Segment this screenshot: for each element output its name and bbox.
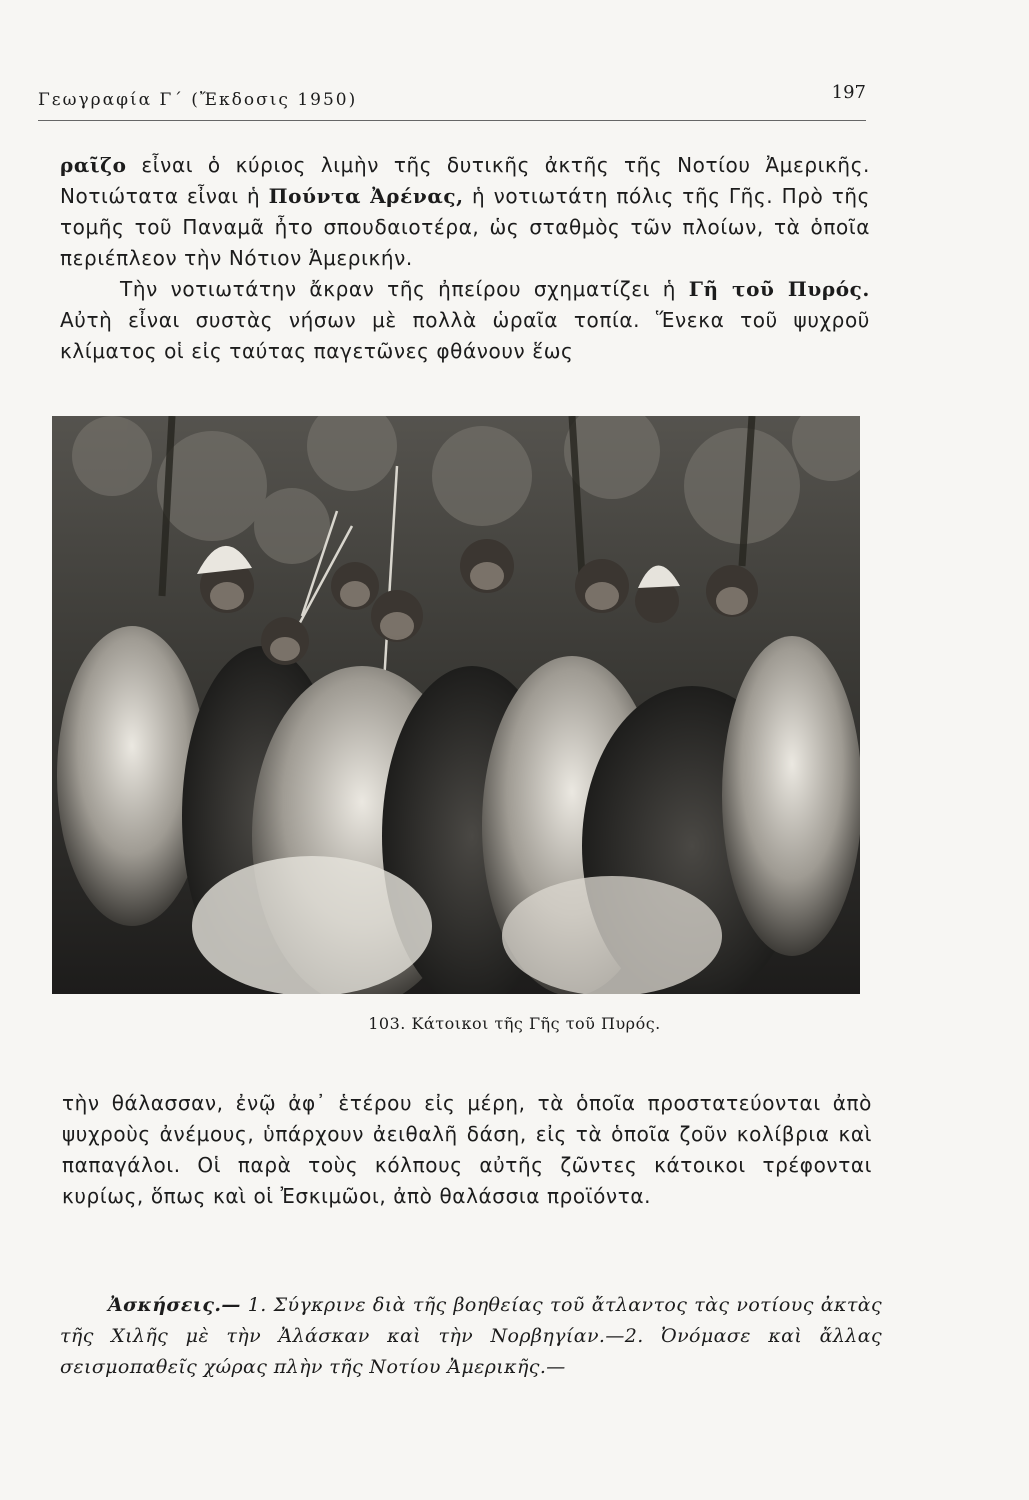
exercises-heading: Ἀσκήσεις.—	[108, 1294, 241, 1316]
exercises-section	[60, 1290, 882, 1383]
paragraph-text: Τὴν νοτιωτάτην ἄκραν τῆς ἠπείρου σχηματίζει ἡ	[120, 277, 689, 301]
photograph-illustration	[52, 416, 860, 994]
paragraph-text: Αὐτὴ εἶναι συστὰς νήσων μὲ πολλὰ ὡραῖα τοπία. Ἕνεκα τοῦ ψυχροῦ κλίματος οἱ εἰς ταύτας παγετῶνες φθάνουν ἕως	[60, 308, 870, 363]
paragraph-text: ἡ νοτιωτάτη πόλις τῆς Γῆς. Πρὸ τῆς τομῆς τοῦ Παναμᾶ ἦτο σπουδαιοτέρα, ὡς σταθμὸς τῶν πλοίων, τὰ ὁποῖα περιέπλεον τὴν Νότιον Ἀμερικήν.	[60, 184, 870, 270]
place-name-bold: Γῆ τοῦ Πυρός.	[688, 277, 870, 301]
page-number: 197	[831, 82, 866, 103]
body-text-bottom: τὴν θάλασσαν, ἐνῷ ἀφ᾿ ἑτέρου εἰς μέρη, τὰ ὁποῖα προστατεύονται ἀπὸ ψυχροὺς ἀνέμους, ὑπάρχουν ἀειθαλῆ δάση, εἰς τὰ ὁποῖα ζοῦν κολίβρια καὶ παπαγάλοι. Οἱ παρὰ τοὺς κόλπους αὐτῆς ζῶντες κάτοικοι τρέφονται κυρίως, ὅπως καὶ οἱ Ἐσκιμῶοι, ἀπὸ θαλάσσια προϊόντα.	[62, 1091, 872, 1208]
exercises-text: 1. Σύγκρινε διὰ τῆς βοηθείας τοῦ ἄτλαντος τὰς νοτίους ἀκτὰς τῆς Χιλῆς μὲ τὴν Ἀλάσκαν καὶ τὴν Νορβηγίαν.—2. Ὀνόμασε καὶ ἄλλας σεισμοπαθεῖς χώρας πλὴν τῆς Νοτίου Ἀμερικῆς.—	[60, 1294, 882, 1378]
running-header	[38, 82, 866, 121]
figure-caption: 103. Κάτοικοι τῆς Γῆς τοῦ Πυρός.	[368, 1014, 661, 1033]
running-title: Γεωγραφία Γ΄ (Ἔκδοσις 1950)	[38, 90, 358, 110]
place-name-bold: Πούντα Ἀρένας,	[268, 184, 464, 208]
body-text-top	[60, 150, 870, 367]
photograph	[52, 416, 860, 994]
paragraph-text: εἶναι ὁ κύριος λιμὴν τῆς δυτικῆς ἀκτῆς τῆς Νοτίου Ἀμερικῆς. Νοτιώτατα εἶναι ἡ	[60, 153, 870, 208]
place-name-bold: ραῖζο	[60, 153, 127, 177]
